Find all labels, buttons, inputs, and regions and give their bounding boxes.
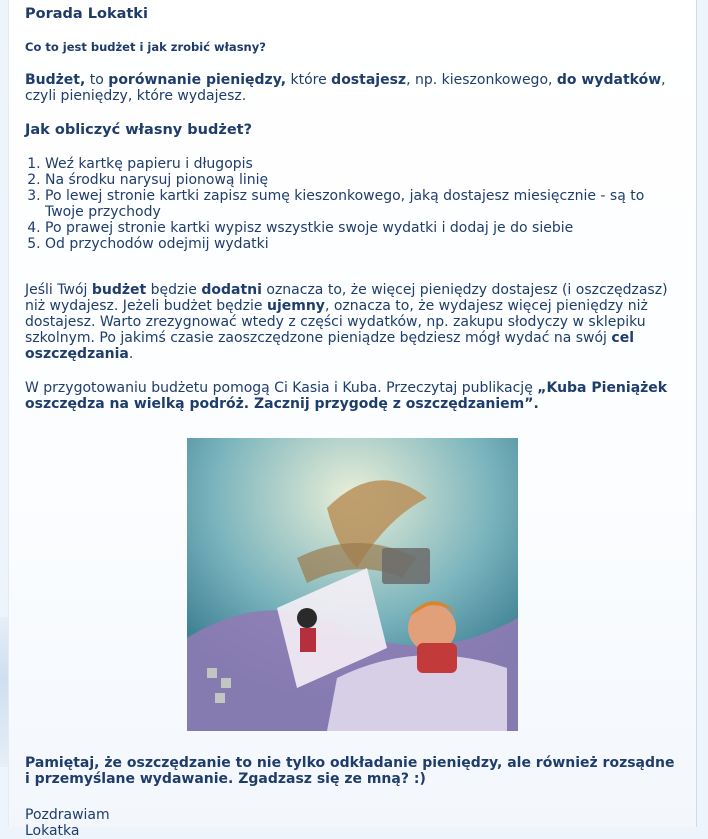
definition-bold: do wydatków [556, 72, 662, 88]
list-item: 5. Od przychodów odejmij wydatki [45, 236, 680, 252]
advice-card [8, 0, 697, 839]
explanation-bold: budżet [91, 282, 147, 298]
explanation-paragraph [25, 282, 680, 362]
question-heading: Co to jest budżet i jak zrobić własny? [25, 40, 266, 54]
explanation-bold: dodatni [201, 282, 262, 298]
reminder-text: Pamiętaj, że oszczędzanie to nie tylko odkładanie pieniędzy, ale również rozsądne i przemyślane wydawanie. Zgadzasz się ze mną? :) [25, 755, 675, 787]
definition-text: , czyli pieniędzy, które wydajesz. [25, 72, 666, 104]
definition-bold: dostajesz [331, 72, 407, 88]
illustration-drawing [187, 438, 518, 731]
definition-text: to [85, 72, 109, 88]
publication-paragraph [25, 380, 680, 412]
howto-heading: Jak obliczyć własny budżet? [25, 122, 252, 138]
publication-text: W przygotowaniu budżetu pomogą Ci Kasia i Kuba. Przeczytaj publikację [25, 380, 538, 396]
explanation-text: oznacza to, że więcej pieniędzy dostajesz (i oszczędzasz) niż wydajesz. Jeżeli budżet będzie [25, 282, 668, 314]
list-item: 1. Weź kartkę papieru i długopis [45, 156, 680, 172]
list-item: 2. Na środku narysuj pionową linię [45, 172, 680, 188]
explanation-bold: cel oszczędzania [25, 330, 634, 362]
side-decoration [0, 617, 8, 767]
publication-title: „Kuba Pieniążek oszczędza na wielką podróż. Zacznij przygodę z oszczędzaniem” [25, 380, 668, 412]
illustration-image [187, 438, 518, 731]
definition-text: które [286, 72, 332, 88]
explanation-text: Jeśli Twój [25, 282, 92, 298]
list-item: 4. Po prawej stronie kartki wypisz wszystkie swoje wydatki i dodaj je do siebie [45, 220, 680, 236]
signature-greeting: Pozdrawiam [25, 807, 110, 823]
explanation-text: . [128, 346, 134, 362]
illustration-container [25, 438, 680, 731]
steps-list [25, 156, 680, 252]
explanation-text: , oznacza to, że wydajesz więcej pieniędzy niż dostajesz. Warto zrezygnować wtedy z części wydatków, np. zakupu słodyczy w sklepiku szkolnym. Po jakimś czasie zaoszczędzone pieniądze będziesz mógł wydać na swój [25, 298, 648, 346]
signature-name: Lokatka [25, 823, 80, 839]
page-title: Porada Lokatki [25, 6, 148, 22]
publication-text: . [533, 396, 539, 412]
definition-term: Budżet, [25, 72, 86, 88]
definition-paragraph [25, 72, 680, 104]
definition-bold: porównanie pieniędzy, [108, 72, 287, 88]
list-item: 3. Po lewej stronie kartki zapisz sumę kieszonkowego, jaką dostajesz miesięcznie - są to Twoje przychody [45, 188, 680, 220]
signature [25, 807, 680, 839]
explanation-bold: ujemny [266, 298, 325, 314]
definition-text: , np. kieszonkowego, [406, 72, 557, 88]
explanation-text: będzie [146, 282, 202, 298]
